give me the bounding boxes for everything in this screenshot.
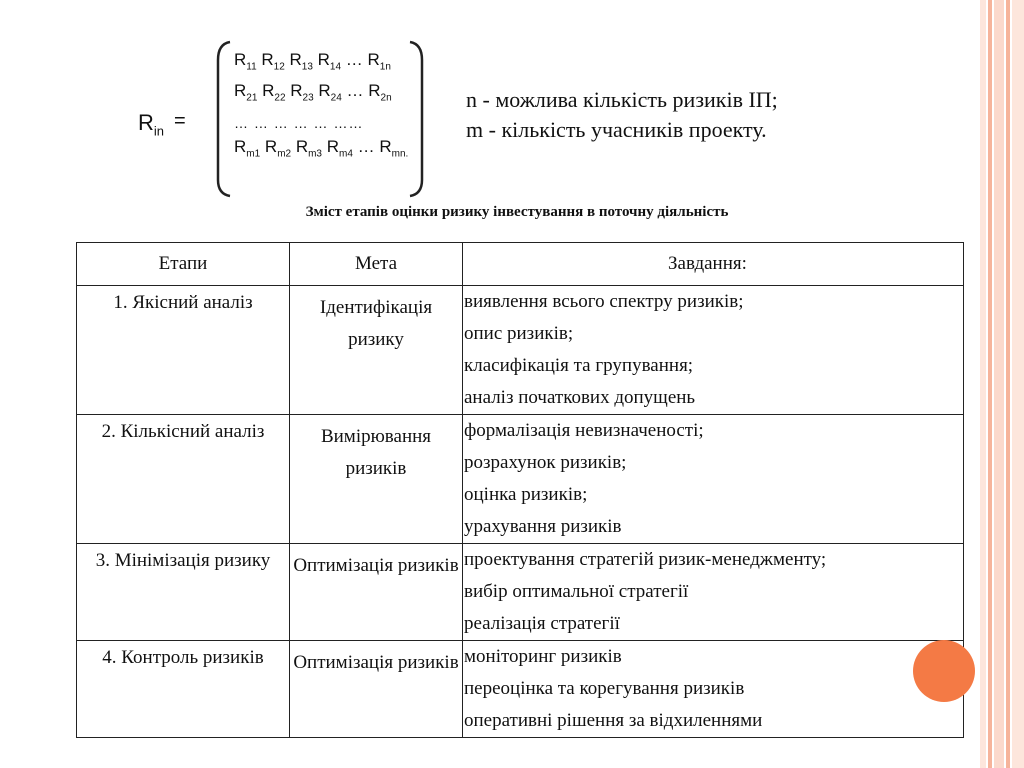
task-item: аналіз початкових допущень	[464, 387, 696, 408]
risk-stages-table	[76, 242, 964, 738]
goal-cell: Ідентифікація ризику	[290, 286, 463, 415]
matrix-rows	[234, 48, 408, 166]
task-item: оперативні рішення за відхиленнями	[464, 710, 763, 731]
table-row	[77, 544, 964, 641]
matrix-row: … … … … … ……	[234, 114, 364, 131]
task-item: вибір оптимальної стратегії	[464, 581, 689, 602]
header-tasks: Завдання:	[463, 243, 964, 286]
formula-equals: =	[174, 110, 186, 132]
tasks-cell	[463, 286, 964, 415]
matrix-cell: $R_{12}$	[256, 50, 285, 73]
legend-n: n - можлива кількість ризиків ІП;	[466, 87, 778, 112]
task-item: класифікація та групування;	[464, 355, 694, 376]
goal-cell: Оптимізація ризиків	[290, 544, 463, 641]
stage-cell: 4. Контроль ризиків	[77, 641, 290, 738]
stage-cell: 2. Кількісний аналіз	[77, 415, 290, 544]
risk-matrix-formula	[130, 30, 450, 200]
matrix-cell: $R_{m4}$	[322, 136, 353, 160]
matrix-cell: $R_{21}$	[234, 81, 258, 104]
task-item: оцінка ризиків;	[464, 484, 588, 505]
table-row	[77, 641, 964, 738]
stage-cell: 3. Мінімізація ризику	[77, 544, 290, 641]
header-stages: Етапи	[77, 243, 290, 286]
decorative-circle	[913, 640, 975, 702]
side-stripes	[980, 0, 1024, 768]
task-item: опис ризиків;	[464, 323, 574, 344]
task-item: переоцінка та корегування ризиків	[464, 678, 745, 699]
task-item: розрахунок ризиків;	[464, 452, 627, 473]
matrix-cell: $R_{22}$	[257, 81, 286, 104]
matrix-cell: … $R_{mn.}$	[352, 136, 409, 160]
matrix-cell: … $R_{2n}$	[341, 81, 392, 104]
table-caption: Зміст етапів оцінки ризику інвестування в поточну діяльність	[305, 204, 729, 220]
matrix-cell: $R_{13}$	[284, 50, 313, 73]
task-item: моніторинг ризиків	[464, 646, 622, 667]
goal-cell: Оптимізація ризиків	[290, 641, 463, 738]
task-item: виявлення всього спектру ризиків;	[464, 291, 744, 312]
matrix-cell: $R_{m1}$	[234, 136, 261, 160]
table-row	[77, 415, 964, 544]
matrix-cell: $R_{24}$	[313, 81, 342, 104]
table-header-row	[77, 243, 964, 286]
matrix-cell: $R_{11}$	[234, 50, 257, 73]
task-item: реалізація стратегії	[464, 613, 620, 634]
task-item: урахування ризиків	[464, 516, 622, 537]
matrix-cell: $R_{14}$	[312, 50, 342, 73]
matrix-cell: … $R_{1n}$	[341, 50, 391, 73]
matrix-cell: $R_{m3}$	[291, 136, 322, 160]
stage-cell: 1. Якісний аналіз	[77, 286, 290, 415]
matrix-row	[234, 135, 408, 166]
goal-cell: Вимірювання ризиків	[290, 415, 463, 544]
formula-lhs: $R_{in}$	[138, 110, 165, 139]
matrix-row	[234, 79, 408, 110]
task-item: проектування стратегій ризик-менеджменту;	[464, 549, 827, 570]
header-goal: Мета	[290, 243, 463, 286]
tasks-cell	[463, 544, 964, 641]
matrix-row	[234, 48, 408, 79]
legend-m: m - кількість учасників проекту.	[466, 117, 767, 142]
tasks-cell	[463, 415, 964, 544]
matrix-cell: $R_{m2}$	[260, 136, 292, 160]
formula-legend	[466, 85, 778, 145]
task-item: формалізація невизначеності;	[464, 420, 704, 441]
tasks-cell	[463, 641, 964, 738]
matrix-cell: $R_{23}$	[285, 81, 314, 104]
table-row	[77, 286, 964, 415]
